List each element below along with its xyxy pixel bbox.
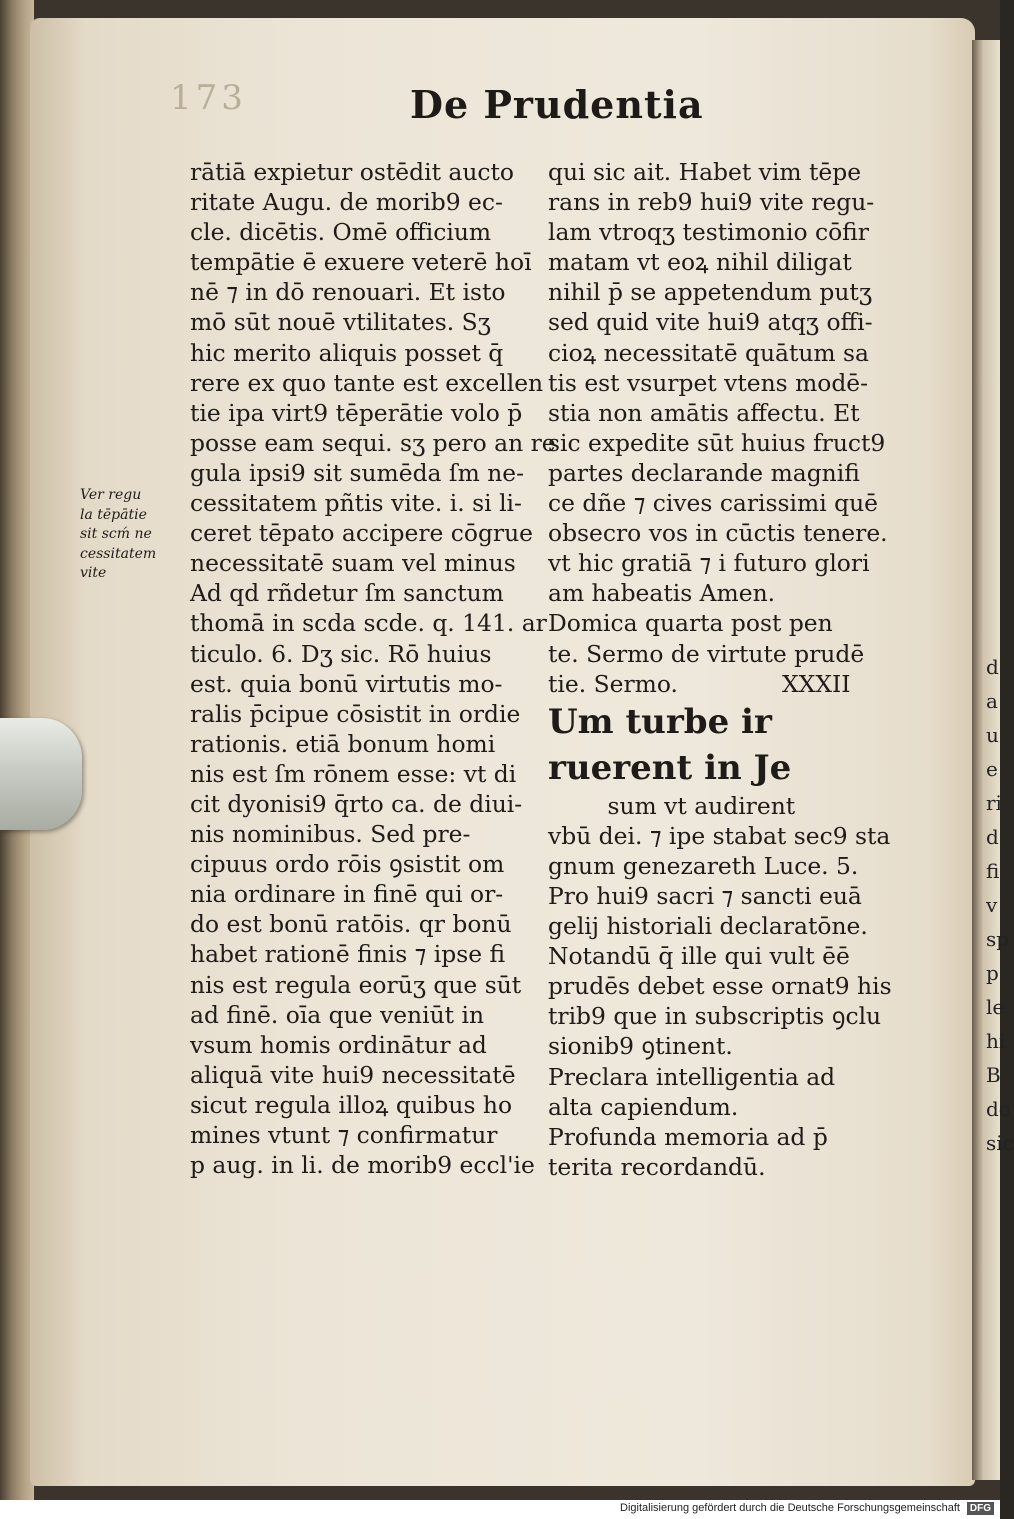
- margin-note-line: vite: [80, 565, 107, 581]
- text-line: mines vtunt ⁊ confirmatur: [190, 1121, 498, 1149]
- text-line: gelij historiali declaratōne.: [548, 912, 868, 941]
- text-line: te. Sermo de virtute prudē: [548, 639, 865, 668]
- text-line: obsecro vos in cūctis tenere.: [548, 519, 888, 548]
- text-line: cessitatem pñtis vite. i. si li-: [190, 489, 522, 518]
- text-line: ce dñe ⁊ cives carissimi quē: [548, 489, 879, 518]
- text-line: rātiā expietur ostēdit aucto: [190, 158, 515, 186]
- facing-page-fragment: v: [986, 893, 998, 917]
- margin-note-line: sit scḿ ne: [80, 526, 152, 542]
- text-line: nihil p̄ se appetendum putʒ: [548, 278, 873, 307]
- text-line: Ad qd rñdetur ſm sanctum: [190, 579, 504, 608]
- facing-page-fragment: e: [986, 757, 998, 781]
- facing-page-fragment: a: [986, 689, 998, 713]
- text-line: prudēs debet esse ornat9 his: [548, 972, 892, 1001]
- text-line: qui sic ait. Habet vim tēpe: [548, 158, 862, 186]
- text-line: Profunda memoria ad p̄: [548, 1122, 828, 1151]
- text-line: est. quia bonū virtutis mo-: [190, 669, 503, 698]
- facing-page-fragment: sic: [986, 1131, 1014, 1155]
- text-line: tempātie ē exuere veterē hoī: [190, 248, 532, 277]
- footer-bar: [0, 1500, 1000, 1519]
- facing-page-fragment: d: [986, 825, 999, 849]
- text-line: rans in reb9 hui9 vite regu-: [548, 188, 875, 217]
- facing-page-fragment: sp: [986, 927, 1010, 951]
- facing-page-fragment: d: [986, 655, 999, 679]
- text-line: p aug. in li. de morib9 eccl'ie: [190, 1151, 535, 1180]
- text-line: matam vt eoꝝ nihil diligat: [548, 248, 852, 277]
- facing-page-fragment: fi: [986, 859, 1000, 883]
- text-line: trib9 que in subscriptis ꝯclu: [548, 1002, 882, 1031]
- facing-page-fragment: hi: [986, 1029, 1006, 1053]
- text-line: posse eam sequi. sʒ pero an re: [190, 428, 556, 457]
- text-line: lam vtroqʒ testimonio cōfir: [548, 218, 869, 247]
- facing-page-fragment: u: [986, 723, 999, 747]
- left-column: [190, 157, 556, 1180]
- text-line: rationis. etiā bonum homi: [190, 729, 496, 758]
- right-column: [548, 157, 892, 1182]
- text-line: cipuus ordo rōis ꝯsistit om: [190, 850, 505, 879]
- text-line: tie ipa virt9 tēperātie volo p̄: [190, 398, 523, 427]
- text-line: partes declarande magnifi: [548, 458, 860, 487]
- book-clasp: [0, 718, 82, 830]
- text-line: tis est vsurpet vtens modē-: [548, 368, 869, 397]
- text-line: sum vt audirent: [548, 791, 796, 820]
- text-line: vt hic gratiā ⁊ i futuro glori: [548, 549, 870, 578]
- text-line: nis nominibus. Sed pre-: [190, 820, 471, 849]
- margin-note-line: Ver regu: [80, 487, 142, 503]
- text-line: cit dyonisi9 q̄rto ca. de diui-: [190, 789, 523, 818]
- text-line: sed quid vite hui9 atqʒ offi-: [548, 308, 873, 337]
- text-line: ad finē. oīa que veniūt in: [190, 1000, 485, 1029]
- text-line: vbū dei. ⁊ ipe stabat sec9 sta: [548, 821, 891, 850]
- text-line: Domica quarta post pen: [548, 609, 833, 638]
- text-line: terita recordandū.: [548, 1152, 766, 1181]
- text-line: gnum genezareth Luce. 5.: [548, 851, 859, 880]
- text-line: Preclara intelligentia ad: [548, 1062, 836, 1091]
- text-line: ceret tēpato accipere cōgrue: [190, 519, 534, 548]
- text-line: ritate Augu. de morib9 ec-: [190, 188, 503, 217]
- text-line: habet rationē finis ⁊ ipse fi: [190, 940, 506, 969]
- facing-page-fragment: do: [986, 1097, 1011, 1121]
- margin-note-line: cessitatem: [80, 545, 157, 562]
- facing-page-text-strip: [986, 650, 1014, 1160]
- initial-line: Um turbe ir: [548, 701, 772, 742]
- text-line: necessitatē suam vel minus: [190, 549, 516, 578]
- text-line: nē ⁊ in dō renouari. Et isto: [190, 278, 506, 307]
- text-line: sionib9 ꝯtinent.: [548, 1032, 733, 1061]
- text-line: vsum homis ordinātur ad: [190, 1030, 487, 1059]
- text-line: thomā in scda scde. q. 141. ar: [190, 609, 547, 638]
- text-line: sic expedite sūt huius fruct9: [548, 428, 886, 457]
- text-line: Notandū q̄ ille qui vult ēē: [548, 942, 850, 971]
- text-line: tie. Sermo. XXXII: [548, 669, 851, 698]
- text-line: do est bonū ratōis. qr bonū: [190, 910, 512, 939]
- text-line: mō sūt nouē vtilitates. Sʒ: [190, 308, 491, 337]
- dfg-logo: DFG: [967, 1502, 994, 1515]
- facing-page-fragment: B: [986, 1063, 1001, 1087]
- text-line: cle. dicētis. Omē officium: [190, 218, 492, 247]
- text-line: alta capiendum.: [548, 1092, 739, 1121]
- text-line: ticulo. 6. Dʒ sic. Rō huius: [190, 639, 492, 668]
- text-line: Pro hui9 sacri ⁊ sancti euā: [548, 881, 862, 910]
- footer-credit: Digitalisierung gefördert durch die Deutsche Forschungsgemeinschaft: [620, 1502, 960, 1514]
- text-line: rere ex quo tante est excellen: [190, 368, 544, 397]
- text-line: nis est ſm rōnem esse: vt di: [190, 759, 517, 788]
- text-line: nia ordinare in finē qui or-: [190, 880, 504, 909]
- text-line: nis est regula eorūʒ que sūt: [190, 970, 522, 999]
- faint-folio-number: 173: [170, 78, 247, 118]
- facing-page-fragment: le: [986, 995, 1005, 1019]
- text-line: sicut regula illoꝝ quibus ho: [190, 1090, 513, 1119]
- initial-line: ruerent in Je: [548, 747, 792, 788]
- text-line: hic merito aliquis posset q̄: [190, 338, 504, 367]
- margin-note: [80, 486, 156, 584]
- text-line: ralis p̄cipue cōsistit in ordie: [190, 699, 521, 728]
- running-head: De Prudentia: [410, 82, 704, 127]
- margin-note-line: la tēpātie: [80, 506, 147, 523]
- text-line: cioꝝ necessitatē quātum sa: [548, 338, 869, 367]
- text-line: am habeatis Amen.: [548, 579, 776, 608]
- text-line: aliquā vite hui9 necessitatē: [190, 1060, 516, 1089]
- facing-page-fragment: ri: [986, 791, 1002, 815]
- text-line: gula ipsi9 sit sumēda ſm ne-: [190, 458, 525, 487]
- text-line: stia non amātis affectu. Et: [548, 398, 860, 427]
- facing-page-fragment: p: [986, 961, 999, 985]
